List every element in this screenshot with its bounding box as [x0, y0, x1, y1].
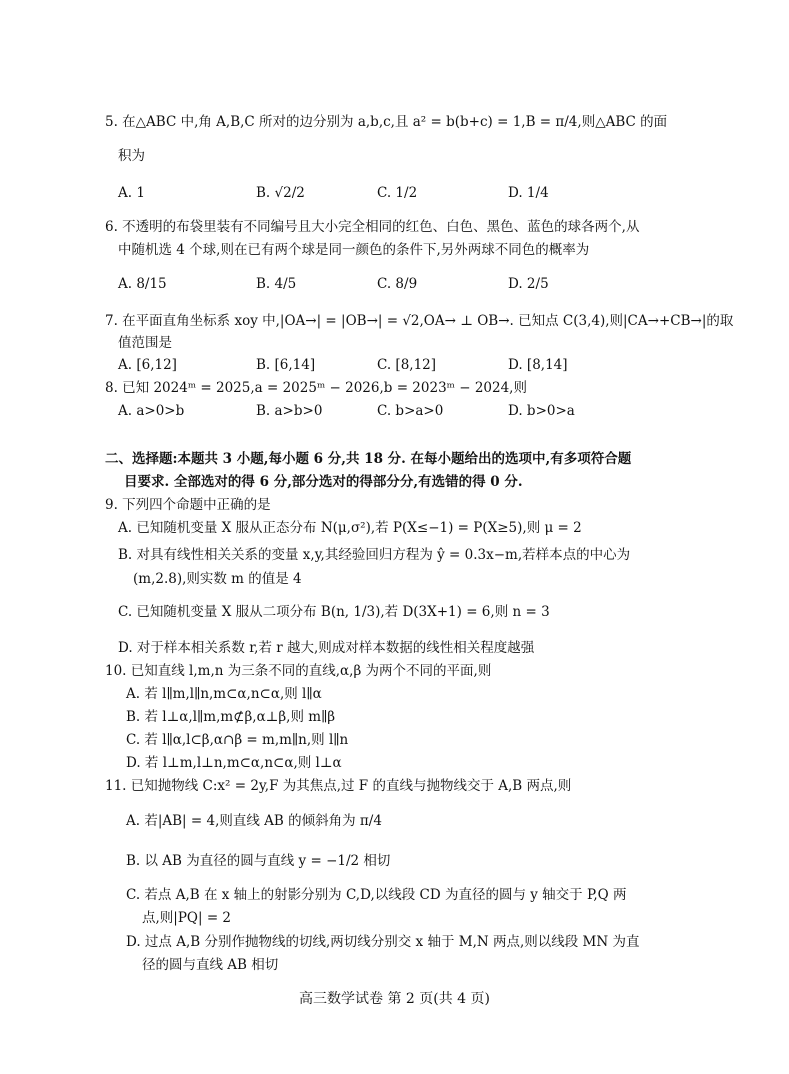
q5-stem-line1: 5. 在△ABC 中,角 A,B,C 所对的边分别为 a,b,c,且 a² = b(b+c) = 1,B = π/4,则△ABC 的面 [105, 114, 668, 130]
q6-stem-line2: 中随机选 4 个球,则在已有两个球是同一颜色的条件下,另外两球不同色的概率为 [118, 242, 590, 258]
q8-option-a: A. a>0>b [118, 403, 185, 419]
q9-option-b-line1: B. 对具有线性相关关系的变量 x,y,其经验回归方程为 ŷ = 0.3x−m,若样本点的中心为 [118, 547, 631, 563]
q9-option-c: C. 已知随机变量 X 服从二项分布 B(n, 1/3),若 D(3X+1) = 6,则 n = 3 [118, 604, 550, 620]
q10-stem: 10. 已知直线 l,m,n 为三条不同的直线,α,β 为两个不同的平面,则 [105, 663, 492, 679]
q11-option-d-line1: D. 过点 A,B 分别作抛物线的切线,两切线分别交 x 轴于 M,N 两点,则以线段 MN 为直 [126, 934, 640, 950]
q11-stem: 11. 已知抛物线 C:x² = 2y,F 为其焦点,过 F 的直线与抛物线交于 A,B 两点,则 [105, 778, 572, 794]
section2-heading-line1: 二、选择题:本题共 3 小题,每小题 6 分,共 18 分. 在每小题给出的选项中,有多项符合题 [105, 451, 632, 467]
q11-option-b: B. 以 AB 为直径的圆与直线 y = −1/2 相切 [126, 853, 391, 869]
q6-stem-line1: 6. 不透明的布袋里装有不同编号且大小完全相同的红色、白色、黑色、蓝色的球各两个,从 [105, 219, 640, 235]
q11-option-c-line1: C. 若点 A,B 在 x 轴上的射影分别为 C,D,以线段 CD 为直径的圆与 y 轴交于 P,Q 两 [126, 887, 627, 903]
q6-option-b: B. 4/5 [256, 276, 297, 292]
q6-option-c: C. 8/9 [377, 276, 418, 292]
section2-heading-line2: 目要求. 全部选对的得 6 分,部分选对的得部分分,有选错的得 0 分. [124, 474, 523, 490]
q5-option-c: C. 1/2 [377, 185, 418, 201]
q7-stem-line1: 7. 在平面直角坐标系 xoy 中,|OA→| = |OB→| = √2,OA→ ⊥ OB→. 已知点 C(3,4),则|CA→+CB→|的取 [105, 313, 734, 329]
q8-option-c: C. b>a>0 [377, 403, 444, 419]
q7-option-d: D. [8,14] [508, 357, 568, 373]
q7-option-c: C. [8,12] [377, 357, 437, 373]
q7-option-b: B. [6,14] [256, 357, 316, 373]
q10-option-a: A. 若 l∥m,l∥n,m⊂α,n⊂α,则 l∥α [126, 686, 322, 702]
q9-option-b-line2: (m,2.8),则实数 m 的值是 4 [133, 571, 302, 587]
q10-option-b: B. 若 l⊥α,l∥m,m⊄β,α⊥β,则 m∥β [126, 709, 336, 725]
q5-option-d: D. 1/4 [508, 185, 549, 201]
q5-option-b: B. √2/2 [256, 185, 305, 201]
q7-option-a: A. [6,12] [118, 357, 177, 373]
page-footer: 高三数学试卷 第 2 页(共 4 页) [299, 991, 490, 1007]
q9-option-d: D. 对于样本相关系数 r,若 r 越大,则成对样本数据的线性相关程度越强 [118, 640, 535, 656]
q5-stem-line2: 积为 [118, 148, 145, 164]
q9-stem: 9. 下列四个命题中正确的是 [105, 497, 271, 513]
q5-option-a: A. 1 [118, 185, 145, 201]
q10-option-c: C. 若 l∥α,l⊂β,α∩β = m,m∥n,则 l∥n [126, 732, 349, 748]
q10-option-d: D. 若 l⊥m,l⊥n,m⊂α,n⊂α,则 l⊥α [126, 755, 342, 771]
q8-option-d: D. b>0>a [508, 403, 575, 419]
q11-option-a: A. 若|AB| = 4,则直线 AB 的倾斜角为 π/4 [126, 813, 382, 829]
q11-option-d-line2: 径的圆与直线 AB 相切 [142, 957, 279, 973]
q9-option-a: A. 已知随机变量 X 服从正态分布 N(μ,σ²),若 P(X≤−1) = P(X≥5),则 μ = 2 [118, 520, 582, 536]
q6-option-a: A. 8/15 [118, 276, 167, 292]
q8-option-b: B. a>b>0 [256, 403, 323, 419]
q6-option-d: D. 2/5 [508, 276, 549, 292]
q7-stem-line2: 值范围是 [118, 335, 172, 351]
q8-stem: 8. 已知 2024ᵐ = 2025,a = 2025ᵐ − 2026,b = 2023ᵐ − 2024,则 [105, 380, 527, 396]
q11-option-c-line2: 点,则|PQ| = 2 [142, 910, 232, 926]
